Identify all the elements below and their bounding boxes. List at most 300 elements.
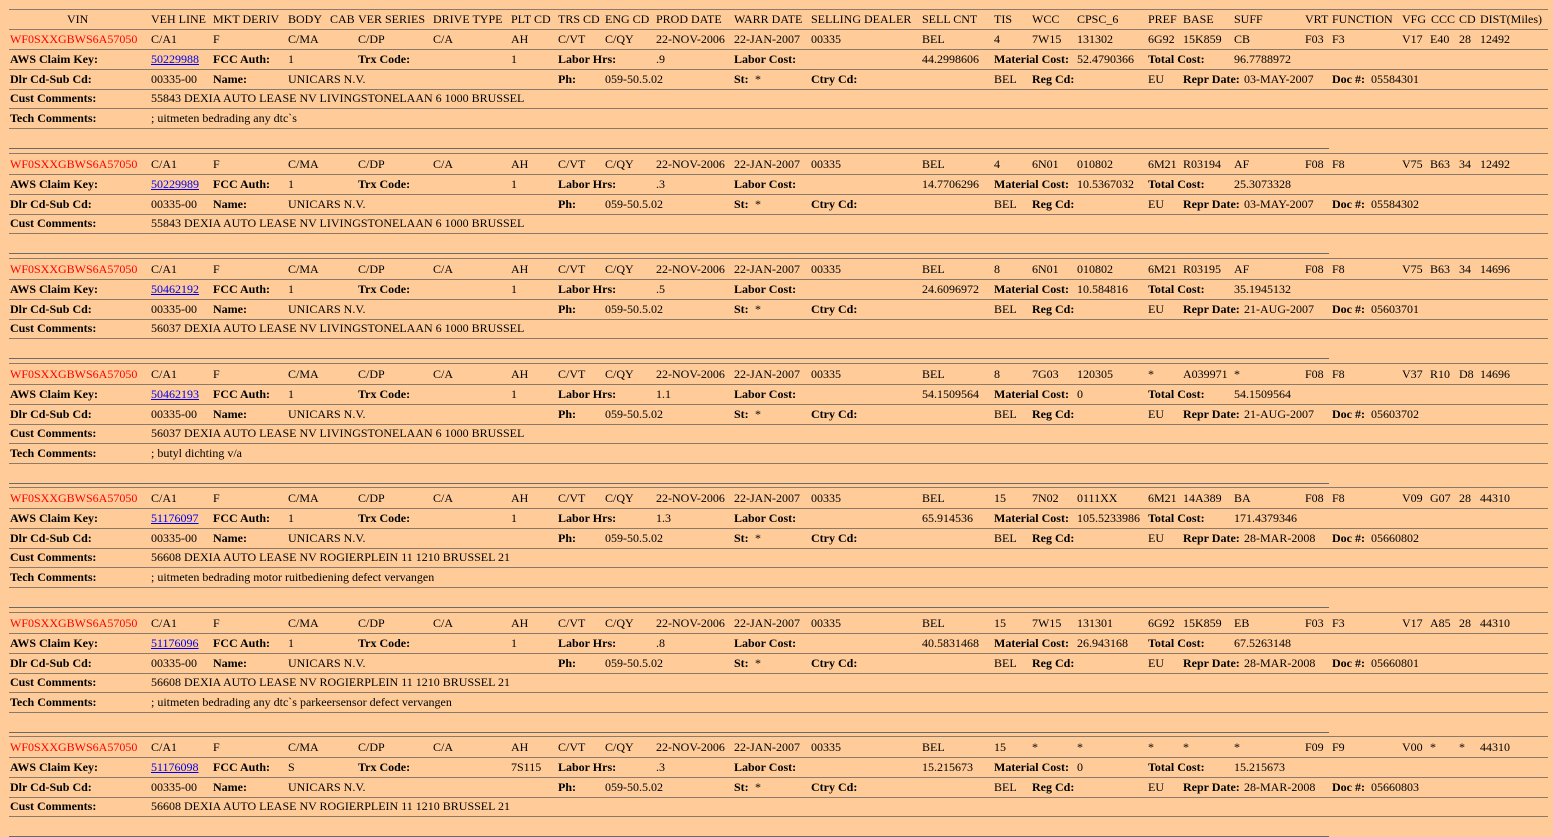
drive-type-value: C/A <box>433 262 454 276</box>
doc-label: Doc #: <box>1332 406 1365 421</box>
column-header-body: BODY <box>288 12 323 26</box>
trx-code-value: 1 <box>511 282 517 296</box>
phone-value: 059-50.5.02 <box>605 406 663 421</box>
column-header-selling-dealer: SELLING DEALER <box>811 12 912 26</box>
selling-dealer-value: 00335 <box>811 740 841 754</box>
labor-cost-label: Labor Cost: <box>734 760 797 774</box>
cd-value: 28 <box>1459 491 1471 505</box>
state-label: St: <box>734 301 749 316</box>
dist-value: 12492 <box>1480 32 1510 46</box>
selling-dealer-value: 00335 <box>811 157 841 171</box>
row-divider <box>9 299 1548 300</box>
labor-hrs-label: Labor Hrs: <box>558 387 617 401</box>
ccc-value: * <box>1430 740 1436 754</box>
repr-date-value: 28-MAR-2008 <box>1244 779 1316 794</box>
record-separator <box>9 148 1329 149</box>
total-cost-value: 171.4379346 <box>1234 511 1297 525</box>
vin-value: WF0SXXGBWS6A57050 <box>10 616 138 630</box>
aws-claim-key-label: AWS Claim Key: <box>10 760 98 774</box>
cd-value: D8 <box>1459 367 1474 381</box>
sell-cnt-value: BEL <box>922 32 945 46</box>
cd-value: 28 <box>1459 616 1471 630</box>
phone-value: 059-50.5.02 <box>605 71 663 86</box>
row-divider <box>9 174 1548 175</box>
trx-code-label: Trx Code: <box>358 511 411 525</box>
tis-value: 15 <box>994 740 1006 754</box>
row-divider <box>9 9 1548 10</box>
dealer-name-value: UNICARS N.V. <box>288 301 366 316</box>
labor-cost-value: 40.5831468 <box>922 636 979 650</box>
cust-comments-label: Cust Comments: <box>10 321 97 335</box>
repr-date-label: Repr Date: <box>1183 71 1240 86</box>
state-value: * <box>755 779 761 794</box>
material-cost-value: 0 <box>1077 387 1083 401</box>
total-cost-value: 25.3073328 <box>1234 177 1291 191</box>
column-header-trs-cd: TRS CD <box>558 12 600 26</box>
column-header-plt-cd: PLT CD <box>511 12 551 26</box>
warr-date-value: 22-JAN-2007 <box>734 616 800 630</box>
aws-claim-key-label: AWS Claim Key: <box>10 282 98 296</box>
eng-cd-value: C/QY <box>605 491 634 505</box>
tech-comments-value: ; butyl dichting v/a <box>151 445 242 460</box>
row-divider <box>9 194 1548 195</box>
dlr-cd-label: Dlr Cd-Sub Cd: <box>10 530 92 545</box>
labor-cost-label: Labor Cost: <box>734 511 797 525</box>
state-label: St: <box>734 655 749 670</box>
phone-label: Ph: <box>558 655 576 670</box>
labor-hrs-label: Labor Hrs: <box>558 52 617 66</box>
row-divider <box>9 279 1548 280</box>
material-cost-label: Material Cost: <box>994 52 1069 66</box>
row-divider <box>9 463 1548 464</box>
prod-date-value: 22-NOV-2006 <box>656 157 725 171</box>
column-header-ver-series: VER SERIES <box>358 12 426 26</box>
column-header-wcc: WCC <box>1032 12 1060 26</box>
state-label: St: <box>734 779 749 794</box>
ctry-cd-value: BEL <box>994 71 1017 86</box>
fcc-auth-value: 1 <box>288 387 294 401</box>
suff-value: * <box>1234 367 1240 381</box>
phone-label: Ph: <box>558 779 576 794</box>
aws-claim-key-label: AWS Claim Key: <box>10 636 98 650</box>
claim-key-link[interactable]: 51176098 <box>151 760 199 774</box>
labor-cost-value: 54.1509564 <box>922 387 979 401</box>
total-cost-label: Total Cost: <box>1148 282 1205 296</box>
dealer-name-value: UNICARS N.V. <box>288 196 366 211</box>
claim-key-link[interactable]: 51176097 <box>151 511 199 525</box>
fcc-auth-value: 1 <box>288 177 294 191</box>
cust-comments-value: 56608 DEXIA AUTO LEASE NV ROGIERPLEIN 11 1210 BRUSSEL 21 <box>151 675 511 689</box>
state-value: * <box>755 530 761 545</box>
reg-cd-label: Reg Cd: <box>1032 655 1075 670</box>
wcc-value: 7W15 <box>1032 32 1062 46</box>
body-value: C/MA <box>288 616 319 630</box>
ctry-cd-value: BEL <box>994 406 1017 421</box>
prod-date-value: 22-NOV-2006 <box>656 491 725 505</box>
labor-cost-value: 65.914536 <box>922 511 973 525</box>
suff-value: AF <box>1234 157 1250 171</box>
labor-cost-value: 44.2998606 <box>922 52 979 66</box>
vfg-value: V17 <box>1402 616 1423 630</box>
vrt-value: F08 <box>1305 491 1324 505</box>
trx-code-label: Trx Code: <box>358 387 411 401</box>
dlr-cd-value: 00335-00 <box>151 301 197 316</box>
doc-value: 05603701 <box>1371 301 1419 316</box>
doc-value: 05660802 <box>1371 530 1419 545</box>
drive-type-value: C/A <box>433 32 454 46</box>
cd-value: 28 <box>1459 32 1471 46</box>
trs-cd-value: C/VT <box>558 491 586 505</box>
warr-date-value: 22-JAN-2007 <box>734 367 800 381</box>
dealer-name-value: UNICARS N.V. <box>288 71 366 86</box>
base-value: A039971 <box>1183 367 1228 381</box>
cpsc-value: 131301 <box>1077 616 1113 630</box>
veh-line-value: C/A1 <box>151 491 178 505</box>
column-header-ccc: CCC <box>1431 12 1456 26</box>
claim-key-link[interactable]: 51176096 <box>151 636 199 650</box>
record-separator <box>9 253 1329 254</box>
row-divider <box>9 508 1548 509</box>
cab-value: C/DP <box>358 740 385 754</box>
row-divider <box>9 777 1548 778</box>
phone-label: Ph: <box>558 196 576 211</box>
labor-hrs-value: .8 <box>656 636 665 650</box>
repr-date-label: Repr Date: <box>1183 655 1240 670</box>
function-value: F8 <box>1332 491 1345 505</box>
reg-cd-label: Reg Cd: <box>1032 196 1075 211</box>
vfg-value: V09 <box>1402 491 1423 505</box>
vin-value: WF0SXXGBWS6A57050 <box>10 32 138 46</box>
column-header-cpsc-6: CPSC_6 <box>1077 12 1119 26</box>
row-divider <box>9 797 1548 798</box>
ctry-cd-label: Ctry Cd: <box>811 196 858 211</box>
tis-value: 8 <box>994 262 1000 276</box>
row-divider <box>9 338 1548 339</box>
cust-comments-label: Cust Comments: <box>10 550 97 564</box>
sell-cnt-value: BEL <box>922 491 945 505</box>
repr-date-label: Repr Date: <box>1183 196 1240 211</box>
vfg-value: V75 <box>1402 262 1423 276</box>
claim-key-link[interactable]: 50229988 <box>151 52 199 66</box>
column-header-sell-cnt: SELL CNT <box>922 12 978 26</box>
aws-claim-key-label: AWS Claim Key: <box>10 387 98 401</box>
labor-cost-value: 14.7706296 <box>922 177 979 191</box>
wcc-value: 6N01 <box>1032 262 1059 276</box>
labor-cost-label: Labor Cost: <box>734 177 797 191</box>
labor-cost-label: Labor Cost: <box>734 282 797 296</box>
total-cost-label: Total Cost: <box>1148 511 1205 525</box>
pref-value: 6M21 <box>1148 491 1177 505</box>
cust-comments-value: 56608 DEXIA AUTO LEASE NV ROGIERPLEIN 11 1210 BRUSSEL 21 <box>151 799 511 813</box>
repr-date-label: Repr Date: <box>1183 530 1240 545</box>
tech-comments-value: ; uitmeten bedrading any dtc`s <box>151 110 297 125</box>
material-cost-value: 26.943168 <box>1077 636 1128 650</box>
cpsc-value: 0111XX <box>1077 491 1118 505</box>
reg-cd-value: EU <box>1148 301 1164 316</box>
material-cost-label: Material Cost: <box>994 636 1069 650</box>
base-value: 15K859 <box>1183 616 1222 630</box>
fcc-auth-label: FCC Auth: <box>213 177 271 191</box>
state-value: * <box>755 406 761 421</box>
row-divider <box>9 153 1548 154</box>
warr-date-value: 22-JAN-2007 <box>734 740 800 754</box>
mkt-deriv-value: F <box>213 491 220 505</box>
name-label: Name: <box>213 71 247 86</box>
cd-value: * <box>1459 740 1465 754</box>
row-divider <box>9 567 1548 568</box>
aws-claim-key-label: AWS Claim Key: <box>10 52 98 66</box>
ctry-cd-value: BEL <box>994 196 1017 211</box>
reg-cd-value: EU <box>1148 406 1164 421</box>
trs-cd-value: C/VT <box>558 32 586 46</box>
plt-cd-value: AH <box>511 740 529 754</box>
fcc-auth-value: 1 <box>288 636 294 650</box>
drive-type-value: C/A <box>433 740 454 754</box>
row-divider <box>9 673 1548 674</box>
material-cost-label: Material Cost: <box>994 760 1069 774</box>
tis-value: 15 <box>994 616 1006 630</box>
cpsc-value: 120305 <box>1077 367 1113 381</box>
trs-cd-value: C/VT <box>558 740 586 754</box>
trx-code-value: 1 <box>511 177 517 191</box>
ccc-value: A85 <box>1430 616 1451 630</box>
ctry-cd-value: BEL <box>994 530 1017 545</box>
doc-value: 05660801 <box>1371 655 1419 670</box>
name-label: Name: <box>213 196 247 211</box>
cust-comments-value: 56608 DEXIA AUTO LEASE NV ROGIERPLEIN 11 1210 BRUSSEL 21 <box>151 550 511 564</box>
row-divider <box>9 816 1548 817</box>
sell-cnt-value: BEL <box>922 616 945 630</box>
fcc-auth-value: 1 <box>288 282 294 296</box>
state-label: St: <box>734 196 749 211</box>
row-divider <box>9 653 1548 654</box>
aws-claim-key-label: AWS Claim Key: <box>10 177 98 191</box>
total-cost-value: 54.1509564 <box>1234 387 1291 401</box>
wcc-value: 7N02 <box>1032 491 1059 505</box>
row-divider <box>9 49 1548 50</box>
row-divider <box>9 319 1548 320</box>
dealer-name-value: UNICARS N.V. <box>288 655 366 670</box>
phone-value: 059-50.5.02 <box>605 301 663 316</box>
material-cost-label: Material Cost: <box>994 511 1069 525</box>
repr-date-value: 21-AUG-2007 <box>1244 406 1314 421</box>
name-label: Name: <box>213 301 247 316</box>
plt-cd-value: AH <box>511 32 529 46</box>
material-cost-value: 52.4790366 <box>1077 52 1134 66</box>
sell-cnt-value: BEL <box>922 262 945 276</box>
row-divider <box>9 487 1548 488</box>
claim-key-link[interactable]: 50229989 <box>151 177 199 191</box>
ccc-value: G07 <box>1430 491 1451 505</box>
claim-key-link[interactable]: 50462192 <box>151 282 199 296</box>
cust-comments-value: 55843 DEXIA AUTO LEASE NV LIVINGSTONELAAN 6 1000 BRUSSEL <box>151 216 525 230</box>
row-divider <box>9 29 1548 30</box>
plt-cd-value: AH <box>511 157 529 171</box>
repr-date-value: 28-MAR-2008 <box>1244 655 1316 670</box>
row-divider <box>9 757 1548 758</box>
selling-dealer-value: 00335 <box>811 262 841 276</box>
mkt-deriv-value: F <box>213 616 220 630</box>
ccc-value: B63 <box>1430 157 1451 171</box>
dist-value: 12492 <box>1480 157 1510 171</box>
total-cost-label: Total Cost: <box>1148 52 1205 66</box>
fcc-auth-label: FCC Auth: <box>213 636 271 650</box>
row-divider <box>9 528 1548 529</box>
column-header-dist-miles: DIST(Miles) <box>1480 12 1542 26</box>
state-label: St: <box>734 406 749 421</box>
claim-key-link[interactable]: 50462193 <box>151 387 199 401</box>
column-header-vfg: VFG <box>1402 12 1427 26</box>
labor-cost-value: 15.215673 <box>922 760 973 774</box>
cd-value: 34 <box>1459 262 1471 276</box>
row-divider <box>9 128 1548 129</box>
column-header-base: BASE <box>1183 12 1214 26</box>
cust-comments-value: 56037 DEXIA AUTO LEASE NV LIVINGSTONELAAN 6 1000 BRUSSEL <box>151 321 525 335</box>
pref-value: * <box>1148 367 1154 381</box>
fcc-auth-label: FCC Auth: <box>213 511 271 525</box>
labor-hrs-value: .5 <box>656 282 665 296</box>
total-cost-value: 35.1945132 <box>1234 282 1291 296</box>
body-value: C/MA <box>288 367 319 381</box>
wcc-value: 7W15 <box>1032 616 1062 630</box>
record-separator <box>9 358 1329 359</box>
labor-cost-value: 24.6096972 <box>922 282 979 296</box>
row-divider <box>9 587 1548 588</box>
eng-cd-value: C/QY <box>605 367 634 381</box>
column-header-drive-type: DRIVE TYPE <box>433 12 503 26</box>
trx-code-label: Trx Code: <box>358 760 411 774</box>
phone-label: Ph: <box>558 406 576 421</box>
column-header-warr-date: WARR DATE <box>734 12 803 26</box>
labor-hrs-value: .9 <box>656 52 665 66</box>
tech-comments-value: ; uitmeten bedrading motor ruitbediening defect vervangen <box>151 569 435 584</box>
trs-cd-value: C/VT <box>558 367 586 381</box>
vfg-value: V00 <box>1402 740 1423 754</box>
phone-label: Ph: <box>558 301 576 316</box>
dist-value: 14696 <box>1480 262 1510 276</box>
phone-label: Ph: <box>558 71 576 86</box>
vin-value: WF0SXXGBWS6A57050 <box>10 262 138 276</box>
fcc-auth-value: 1 <box>288 52 294 66</box>
state-label: St: <box>734 71 749 86</box>
phone-value: 059-50.5.02 <box>605 196 663 211</box>
state-value: * <box>755 655 761 670</box>
body-value: C/MA <box>288 262 319 276</box>
prod-date-value: 22-NOV-2006 <box>656 367 725 381</box>
tis-value: 8 <box>994 367 1000 381</box>
cab-value: C/DP <box>358 491 385 505</box>
cab-value: C/DP <box>358 367 385 381</box>
repr-date-value: 21-AUG-2007 <box>1244 301 1314 316</box>
name-label: Name: <box>213 779 247 794</box>
tis-value: 15 <box>994 491 1006 505</box>
row-divider <box>9 384 1548 385</box>
trx-code-value: 1 <box>511 636 517 650</box>
doc-label: Doc #: <box>1332 530 1365 545</box>
prod-date-value: 22-NOV-2006 <box>656 262 725 276</box>
base-value: 15K859 <box>1183 32 1222 46</box>
base-value: R03194 <box>1183 157 1222 171</box>
reg-cd-value: EU <box>1148 71 1164 86</box>
base-value: R03195 <box>1183 262 1222 276</box>
row-divider <box>9 424 1548 425</box>
dealer-name-value: UNICARS N.V. <box>288 530 366 545</box>
dist-value: 44310 <box>1480 740 1510 754</box>
labor-hrs-label: Labor Hrs: <box>558 636 617 650</box>
plt-cd-value: AH <box>511 367 529 381</box>
column-header-vin: VIN <box>67 12 89 26</box>
dist-value: 44310 <box>1480 491 1510 505</box>
function-value: F3 <box>1332 616 1345 630</box>
dlr-cd-label: Dlr Cd-Sub Cd: <box>10 655 92 670</box>
labor-hrs-label: Labor Hrs: <box>558 511 617 525</box>
warr-date-value: 22-JAN-2007 <box>734 157 800 171</box>
trs-cd-value: C/VT <box>558 616 586 630</box>
doc-label: Doc #: <box>1332 779 1365 794</box>
ctry-cd-label: Ctry Cd: <box>811 655 858 670</box>
ctry-cd-value: BEL <box>994 655 1017 670</box>
trs-cd-value: C/VT <box>558 262 586 276</box>
reg-cd-label: Reg Cd: <box>1032 406 1075 421</box>
dlr-cd-label: Dlr Cd-Sub Cd: <box>10 196 92 211</box>
trs-cd-value: C/VT <box>558 157 586 171</box>
labor-hrs-label: Labor Hrs: <box>558 760 617 774</box>
reg-cd-label: Reg Cd: <box>1032 301 1075 316</box>
cpsc-value: 131302 <box>1077 32 1113 46</box>
veh-line-value: C/A1 <box>151 740 178 754</box>
row-divider <box>9 108 1548 109</box>
labor-hrs-label: Labor Hrs: <box>558 177 617 191</box>
selling-dealer-value: 00335 <box>811 616 841 630</box>
column-header-veh-line: VEH LINE <box>151 12 206 26</box>
trx-code-value: 7S115 <box>511 760 542 774</box>
repr-date-label: Repr Date: <box>1183 779 1240 794</box>
material-cost-value: 10.5367032 <box>1077 177 1134 191</box>
cust-comments-label: Cust Comments: <box>10 216 97 230</box>
name-label: Name: <box>213 655 247 670</box>
column-header-mkt-deriv: MKT DERIV <box>213 12 280 26</box>
doc-value: 05584302 <box>1371 196 1419 211</box>
base-value: 14A389 <box>1183 491 1222 505</box>
veh-line-value: C/A1 <box>151 616 178 630</box>
pref-value: 6M21 <box>1148 262 1177 276</box>
vrt-value: F09 <box>1305 740 1324 754</box>
cab-value: C/DP <box>358 262 385 276</box>
vin-value: WF0SXXGBWS6A57050 <box>10 367 138 381</box>
total-cost-label: Total Cost: <box>1148 387 1205 401</box>
body-value: C/MA <box>288 32 319 46</box>
row-divider <box>9 612 1548 613</box>
repr-date-value: 03-MAY-2007 <box>1244 71 1314 86</box>
reg-cd-label: Reg Cd: <box>1032 71 1075 86</box>
labor-cost-label: Labor Cost: <box>734 52 797 66</box>
eng-cd-value: C/QY <box>605 616 634 630</box>
labor-hrs-value: 1.1 <box>656 387 671 401</box>
row-divider <box>9 692 1548 693</box>
body-value: C/MA <box>288 157 319 171</box>
vin-value: WF0SXXGBWS6A57050 <box>10 491 138 505</box>
veh-line-value: C/A1 <box>151 367 178 381</box>
material-cost-label: Material Cost: <box>994 177 1069 191</box>
repr-date-label: Repr Date: <box>1183 406 1240 421</box>
prod-date-value: 22-NOV-2006 <box>656 616 725 630</box>
name-label: Name: <box>213 530 247 545</box>
suff-value: BA <box>1234 491 1251 505</box>
vfg-value: V75 <box>1402 157 1423 171</box>
row-divider <box>9 89 1548 90</box>
total-cost-value: 15.215673 <box>1234 760 1285 774</box>
eng-cd-value: C/QY <box>605 262 634 276</box>
